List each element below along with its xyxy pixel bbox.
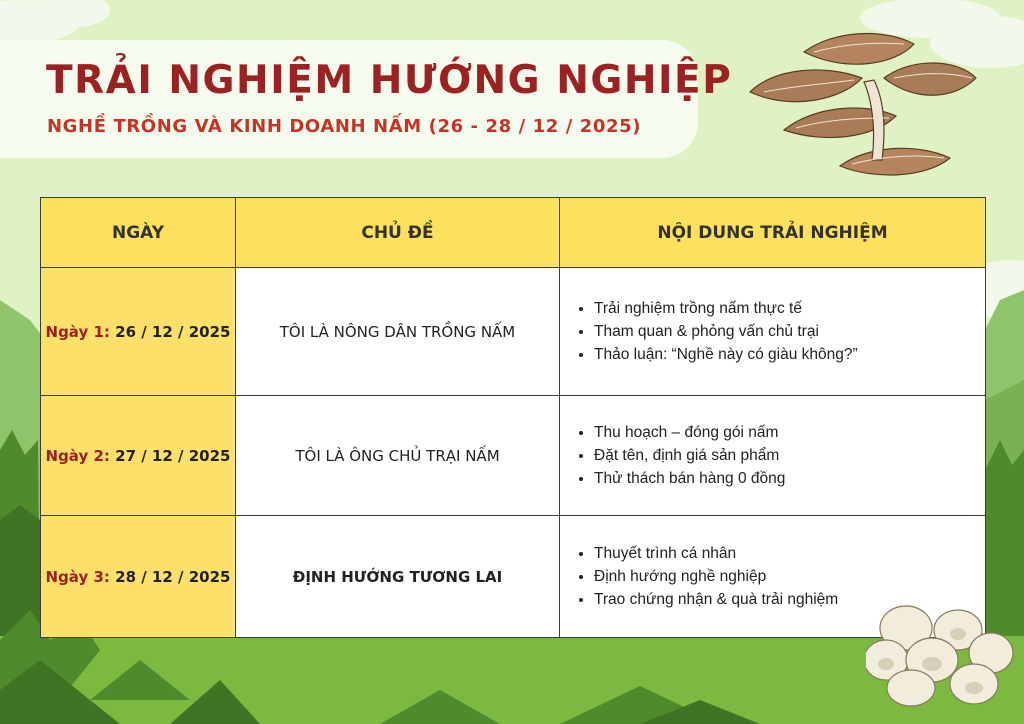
content-item: • Tham quan & phỏng vấn chủ trại [594,320,985,343]
page-title: TRẢI NGHIỆM HƯỚNG NGHIỆP [46,58,733,103]
day-label: Ngày 1: [45,322,110,341]
content-item: • Trao chứng nhận & quà trải nghiệm [594,588,985,611]
topic-cell: TÔI LÀ ÔNG CHỦ TRẠI NẤM [236,396,560,516]
topic-cell: TÔI LÀ NÔNG DÂN TRỒNG NẤM [236,268,560,396]
content-item: • Thảo luận: “Nghề này có giàu không?” [594,343,985,366]
day-cell [41,396,236,516]
header-topic: CHỦ ĐỀ [236,198,560,268]
table-row [41,268,986,396]
content-item: • Trải nghiệm trồng nấm thực tế [594,297,985,320]
day-cell [41,516,236,638]
day-date: 27 / 12 / 2025 [109,446,231,465]
content-item: • Thu hoạch – đóng gói nấm [594,421,985,444]
content-cell [560,268,986,396]
day-cell [41,268,236,396]
content-cell [560,396,986,516]
content-list [560,297,985,366]
oyster-mushroom-icon [744,20,980,180]
content-item: • Định hướng nghề nghiệp [594,565,985,588]
content-item: • Thử thách bán hàng 0 đồng [594,467,985,490]
header-content: NỘI DUNG TRẢI NGHIỆM [560,198,986,268]
content-item: • Đặt tên, định giá sản phẩm [594,444,985,467]
table-row [41,516,986,638]
header-day: NGÀY [41,198,236,268]
day-label: Ngày 2: [45,446,110,465]
day-date: 26 / 12 / 2025 [109,322,231,341]
day-label: Ngày 3: [45,567,110,586]
day-date: 28 / 12 / 2025 [109,567,231,586]
table-header-row [41,198,986,268]
content-item: • Thuyết trình cá nhân [594,542,985,565]
button-mushroom-icon [866,598,1016,708]
schedule-table [40,197,986,638]
content-list [560,421,985,490]
page-subtitle: NGHỀ TRỒNG VÀ KINH DOANH NẤM (26 - 28 / 12 / 2025) [47,116,642,137]
table-row [41,396,986,516]
topic-cell: ĐỊNH HƯỚNG TƯƠNG LAI [236,516,560,638]
